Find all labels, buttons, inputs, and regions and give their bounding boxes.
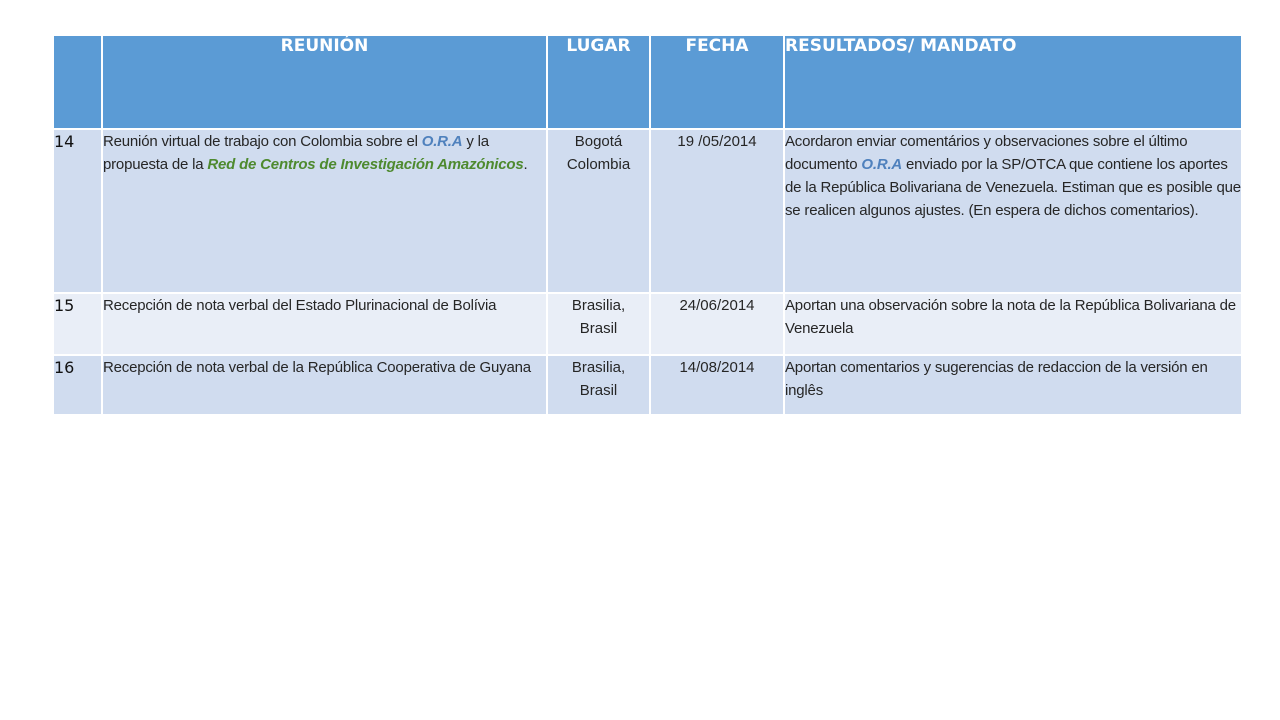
resultados-cell: Aportan una observación sobre la nota de la República Bolivariana de Venezuela — [784, 293, 1242, 355]
table-row — [53, 355, 1242, 415]
lugar-line: Colombia — [566, 156, 631, 173]
ora-highlight: O.R.A — [861, 156, 903, 173]
lugar-cell — [547, 355, 650, 415]
table-row — [53, 293, 1242, 355]
fecha-cell: 19 /05/2014 — [650, 129, 784, 293]
lugar-line: Brasilia, — [571, 297, 626, 314]
header-resultados: RESULTADOS/ MANDATO — [784, 35, 1242, 129]
header-reunion: REUNIÓN — [102, 35, 547, 129]
row-number: 14 — [53, 129, 102, 293]
lugar-line: Bogotá — [574, 133, 623, 150]
lugar-line: Brasil — [579, 382, 618, 399]
resultados-cell: Aportan comentarios y sugerencias de redaccion de la versión en inglês — [784, 355, 1242, 415]
reunion-cell: Recepción de nota verbal del Estado Plurinacional de Bolívia — [102, 293, 547, 355]
header-fecha: FECHA — [650, 35, 784, 129]
red-centros-highlight: Red de Centros de Investigación Amazónicos — [207, 156, 524, 173]
resultados-text: Acordaron enviar comentários y observaciones sobre el último documento — [785, 133, 1188, 173]
table-row — [53, 129, 1242, 293]
reunion-cell — [102, 129, 547, 293]
ora-highlight: O.R.A — [421, 133, 463, 150]
table-header-row — [53, 35, 1242, 129]
row-number: 16 — [53, 355, 102, 415]
reunion-cell: Recepción de nota verbal de la República Cooperativa de Guyana — [102, 355, 547, 415]
meetings-table — [52, 34, 1243, 416]
resultados-text: enviado por la SP/OTCA que contiene los aportes de la República Bolivariana de Venezuela. Estiman que es posible que se realicen algunos ajustes. (En espera de dichos comentarios). — [785, 156, 1241, 219]
header-number — [53, 35, 102, 129]
lugar-cell — [547, 293, 650, 355]
row-number: 15 — [53, 293, 102, 355]
lugar-cell — [547, 129, 650, 293]
lugar-line: Brasilia, — [571, 359, 626, 376]
header-lugar: LUGAR — [547, 35, 650, 129]
lugar-line: Brasil — [579, 320, 618, 337]
resultados-cell — [784, 129, 1242, 293]
reunion-text: Reunión virtual de trabajo con Colombia sobre el — [103, 133, 422, 150]
fecha-cell: 24/06/2014 — [650, 293, 784, 355]
reunion-text: . — [523, 156, 528, 173]
fecha-cell: 14/08/2014 — [650, 355, 784, 415]
reunion-text: y la propuesta de la — [103, 133, 489, 173]
